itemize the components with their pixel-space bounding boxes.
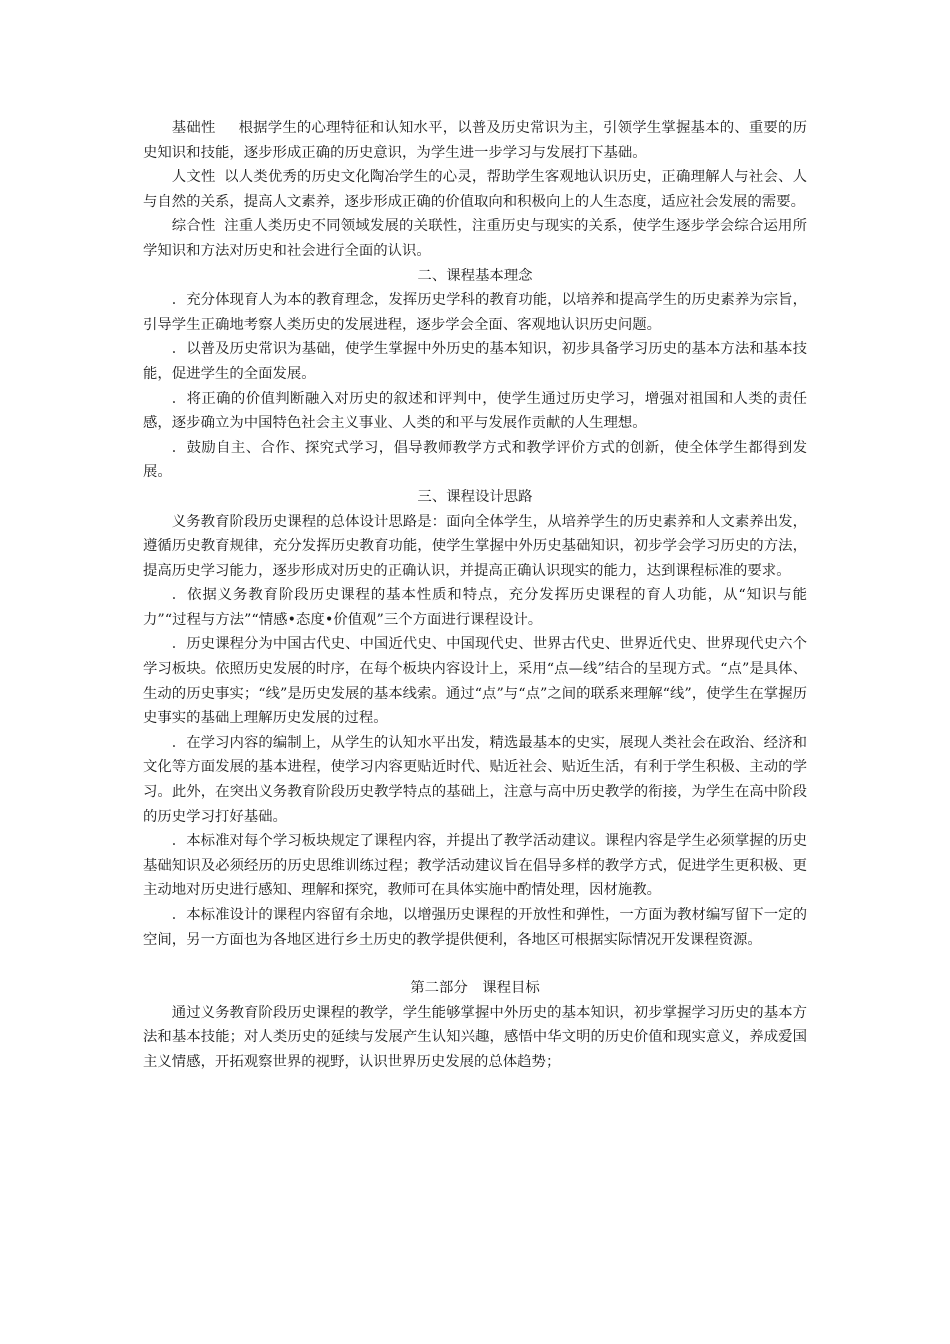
nature-text: 以人类优秀的历史文化陶冶学生的心灵，帮助学生客观地认识历史，正确理解人与社会、人与自然的关系，提高人文素养，逐步形成正确的价值取向和积极向上的人生态度，适应社会发展的需要。 [143,169,807,210]
paragraph: 义务教育阶段历史课程的总体设计思路是：面向全体学生，从培养学生的历史素养和人文素养出发，遵循历史教育规律，充分发挥历史教育功能，使学生掌握中外历史基础知识，初步学会学习历史的方法，提高历史学习能力，逐步形成对历史的正确认识，并提高正确认识现实的能力，达到课程标准的要求。 [143,513,807,579]
section-heading-basic-concepts: 二、课程基本理念 [417,267,533,284]
nature-label: 基础性 [171,120,216,136]
list-item: ．充分体现育人为本的教育理念，发挥历史学科的教育功能，以培养和提高学生的历史素养为宗旨，引导学生正确地考察人类历史的发展进程，逐步学会全面、客观地认识历史问题。 [143,292,807,333]
list-item: ．在学习内容的编制上，从学生的认知水平出发，精选最基本的史实，展现人类社会在政治、经济和文化等方面发展的基本进程，使学习内容更贴近时代、贴近社会、贴近生活，有利于学生积极、主动的学习。此外，在突出义务教育阶段历史教学特点的基础上，注意与高中历史教学的衔接，为学生在高中阶段的历史学习打好基础。 [143,734,807,825]
nature-label: 综合性 [171,218,216,235]
section-heading-design-ideas: 三、课程设计思路 [417,488,533,505]
list-item: ．将正确的价值判断融入对历史的叙述和评判中，使学生通过历史学习，增强对祖国和人类的责任感，逐步确立为中国特色社会主义事业、人类的和平与发展作贡献的人生理想。 [143,390,807,432]
list-item: ．历史课程分为中国古代史、中国近代史、中国现代史、世界古代史、世界近代史、世界现代史六个学习板块。依照历史发展的时序，在每个板块内容设计上，采用“点—线”结合的呈现方式。“点”是具体、生动的历史事实；“线”是历史发展的基本线索。通过“点”与“点”之间的联系来理解“线”，使学生在掌握历史事实的基础上理解历史发展的过程。 [143,636,807,727]
nature-text: 注重人类历史不同领域发展的关联性，注重历史与现实的关系，使学生逐步学会综合运用所学知识和方法对历史和社会进行全面的认识。 [143,218,807,259]
nature-item-comprehensive [143,214,807,263]
part-heading-course-goals: 第二部分 课程目标 [410,980,540,997]
list-item: ．以普及历史常识为基础，使学生掌握中外历史的基本知识，初步具备学习历史的基本方法和基本技能，促进学生的全面发展。 [143,341,807,382]
nature-item-humanistic [143,165,807,214]
list-item: ．本标准设计的课程内容留有余地，以增强历史课程的开放性和弹性，一方面为教材编写留下一定的空间，另一方面也为各地区进行乡土历史的教学提供便利，各地区可根据实际情况开发课程资源。 [143,907,807,948]
nature-label: 人文性 [171,169,216,186]
list-item: ．依据义务教育阶段历史课程的基本性质和特点，充分发挥历史课程的育人功能，从“知识与能力”“过程与方法”“情感•态度•价值观”三个方面进行课程设计。 [143,587,807,628]
nature-item-basic [143,116,807,165]
list-item: ．鼓励自主、合作、探究式学习，倡导教师教学方式和教学评价方式的创新，使全体学生都得到发展。 [143,439,807,481]
list-item: ．本标准对每个学习板块规定了课程内容，并提出了教学活动建议。课程内容是学生必须掌握的历史基础知识及必须经历的历史思维训练过程；教学活动建议旨在倡导多样的教学方式，促进学生更积极、更主动地对历史进行感知、理解和探究，教师可在具体实施中酌情处理，因材施教。 [143,833,807,899]
paragraph: 通过义务教育阶段历史课程的教学，学生能够掌握中外历史的基本知识，初步掌握学习历史的基本方法和基本技能；对人类历史的延续与发展产生认知兴趣，感悟中华文明的历史价值和现实意义，养成爱国主义情感，开拓观察世界的视野，认识世界历史发展的总体趋势； [143,1004,807,1070]
nature-text: 根据学生的心理特征和认知水平，以普及历史常识为主，引领学生掌握基本的、重要的历史知识和技能，逐步形成正确的历史意识，为学生进一步学习与发展打下基础。 [143,120,807,161]
